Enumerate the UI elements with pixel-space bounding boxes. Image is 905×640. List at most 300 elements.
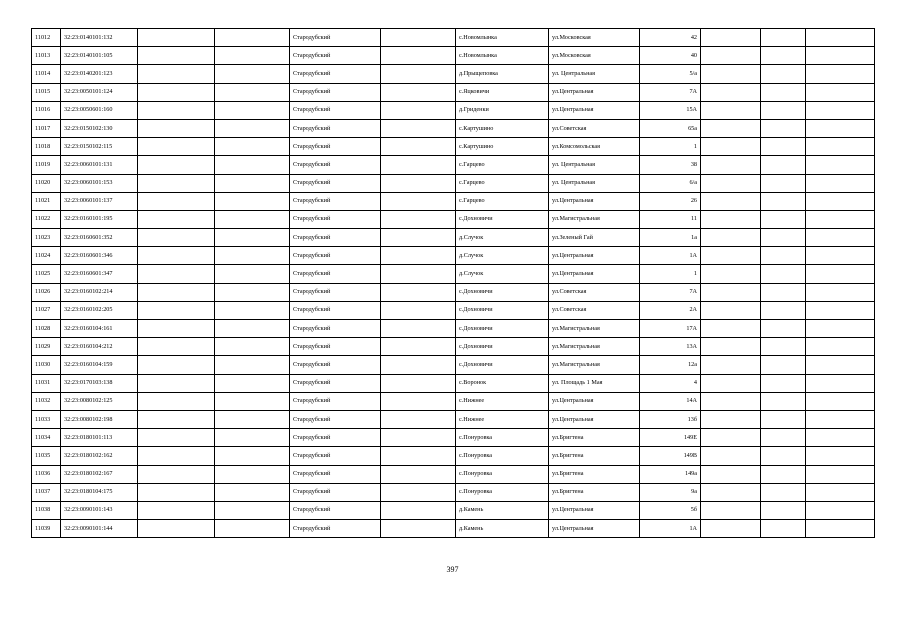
row-index-cell: 11016	[32, 101, 61, 119]
house-number-cell: 7А	[640, 283, 701, 301]
blank-col-c-cell	[381, 65, 456, 83]
blank-col-c-cell	[381, 483, 456, 501]
blank-col-f-cell	[806, 265, 875, 283]
district-cell: Стародубский	[290, 483, 381, 501]
table-row	[32, 119, 875, 137]
district-cell: Стародубский	[290, 247, 381, 265]
blank-col-e-cell	[761, 83, 806, 101]
blank-col-c-cell	[381, 338, 456, 356]
district-cell: Стародубский	[290, 429, 381, 447]
street-cell: ул. Центральная	[549, 174, 640, 192]
house-number-cell: 149Е	[640, 429, 701, 447]
blank-col-c-cell	[381, 283, 456, 301]
blank-col-d-cell	[701, 520, 761, 538]
street-cell: ул.Зеленый Гай	[549, 229, 640, 247]
row-index-cell: 11017	[32, 119, 61, 137]
cadastral-number-cell: 32:23:0160102:214	[61, 283, 138, 301]
cadastral-number-cell: 32:23:0080102:125	[61, 392, 138, 410]
blank-col-d-cell	[701, 247, 761, 265]
blank-col-f-cell	[806, 392, 875, 410]
blank-col-f-cell	[806, 301, 875, 319]
table-row	[32, 374, 875, 392]
blank-col-d-cell	[701, 429, 761, 447]
blank-col-f-cell	[806, 65, 875, 83]
settlement-cell: с.Картушино	[456, 119, 549, 137]
house-number-cell: 2А	[640, 301, 701, 319]
cadastral-number-cell: 32:23:0060101:131	[61, 156, 138, 174]
house-number-cell: 13б	[640, 410, 701, 428]
blank-col-d-cell	[701, 265, 761, 283]
settlement-cell: с.Гарцево	[456, 156, 549, 174]
blank-col-b-cell	[215, 374, 290, 392]
settlement-cell: с.Новомлынка	[456, 29, 549, 47]
blank-col-e-cell	[761, 192, 806, 210]
blank-col-b-cell	[215, 229, 290, 247]
blank-col-a-cell	[138, 156, 215, 174]
district-cell: Стародубский	[290, 356, 381, 374]
house-number-cell: 42	[640, 29, 701, 47]
house-number-cell: 7А	[640, 83, 701, 101]
blank-col-a-cell	[138, 283, 215, 301]
table-row	[32, 501, 875, 519]
table-row	[32, 410, 875, 428]
blank-col-e-cell	[761, 520, 806, 538]
house-number-cell: 26	[640, 192, 701, 210]
settlement-cell: д.Случок	[456, 229, 549, 247]
street-cell: ул.Советская	[549, 283, 640, 301]
blank-col-f-cell	[806, 29, 875, 47]
blank-col-e-cell	[761, 265, 806, 283]
row-index-cell: 11023	[32, 229, 61, 247]
row-index-cell: 11037	[32, 483, 61, 501]
blank-col-a-cell	[138, 483, 215, 501]
street-cell: ул.Бригтена	[549, 465, 640, 483]
house-number-cell: 6/а	[640, 174, 701, 192]
settlement-cell: с.Понуровка	[456, 483, 549, 501]
blank-col-e-cell	[761, 283, 806, 301]
blank-col-b-cell	[215, 265, 290, 283]
blank-col-c-cell	[381, 320, 456, 338]
blank-col-e-cell	[761, 410, 806, 428]
blank-col-b-cell	[215, 356, 290, 374]
house-number-cell: 13А	[640, 338, 701, 356]
blank-col-c-cell	[381, 138, 456, 156]
blank-col-a-cell	[138, 447, 215, 465]
blank-col-c-cell	[381, 83, 456, 101]
blank-col-a-cell	[138, 119, 215, 137]
row-index-cell: 11018	[32, 138, 61, 156]
row-index-cell: 11025	[32, 265, 61, 283]
blank-col-d-cell	[701, 101, 761, 119]
cadastral-number-cell: 32:23:0160601:352	[61, 229, 138, 247]
row-index-cell: 11027	[32, 301, 61, 319]
blank-col-c-cell	[381, 374, 456, 392]
blank-col-c-cell	[381, 392, 456, 410]
district-cell: Стародубский	[290, 174, 381, 192]
table-row	[32, 229, 875, 247]
street-cell: ул.Магистральная	[549, 320, 640, 338]
cadastral-number-cell: 32:23:0090101:143	[61, 501, 138, 519]
cadastral-number-cell: 32:23:0150102:115	[61, 138, 138, 156]
house-number-cell: 149В	[640, 447, 701, 465]
blank-col-c-cell	[381, 174, 456, 192]
blank-col-a-cell	[138, 192, 215, 210]
blank-col-d-cell	[701, 465, 761, 483]
district-cell: Стародубский	[290, 47, 381, 65]
house-number-cell: 1а	[640, 229, 701, 247]
blank-col-d-cell	[701, 501, 761, 519]
blank-col-d-cell	[701, 119, 761, 137]
blank-col-b-cell	[215, 483, 290, 501]
house-number-cell: 1	[640, 138, 701, 156]
blank-col-f-cell	[806, 101, 875, 119]
blank-col-e-cell	[761, 447, 806, 465]
blank-col-a-cell	[138, 338, 215, 356]
row-index-cell: 11033	[32, 410, 61, 428]
house-number-cell: 1А	[640, 520, 701, 538]
blank-col-b-cell	[215, 338, 290, 356]
blank-col-d-cell	[701, 29, 761, 47]
data-table	[31, 28, 875, 538]
row-index-cell: 11030	[32, 356, 61, 374]
cadastral-number-cell: 32:23:0180104:175	[61, 483, 138, 501]
street-cell: ул. Площадь 1 Мая	[549, 374, 640, 392]
settlement-cell: с.Дохновичи	[456, 301, 549, 319]
blank-col-c-cell	[381, 101, 456, 119]
blank-col-a-cell	[138, 174, 215, 192]
house-number-cell: 9а	[640, 483, 701, 501]
settlement-cell: с.Понуровка	[456, 465, 549, 483]
house-number-cell: 5б	[640, 501, 701, 519]
blank-col-c-cell	[381, 520, 456, 538]
blank-col-a-cell	[138, 410, 215, 428]
street-cell: ул.Центральная	[549, 392, 640, 410]
blank-col-f-cell	[806, 520, 875, 538]
cadastral-number-cell: 32:23:0160104:159	[61, 356, 138, 374]
blank-col-b-cell	[215, 210, 290, 228]
blank-col-e-cell	[761, 392, 806, 410]
blank-col-c-cell	[381, 501, 456, 519]
blank-col-d-cell	[701, 83, 761, 101]
blank-col-f-cell	[806, 83, 875, 101]
settlement-cell: с.Яцковичи	[456, 83, 549, 101]
cadastral-number-cell: 32:23:0090101:144	[61, 520, 138, 538]
district-cell: Стародубский	[290, 520, 381, 538]
blank-col-d-cell	[701, 65, 761, 83]
blank-col-a-cell	[138, 47, 215, 65]
blank-col-e-cell	[761, 119, 806, 137]
blank-col-f-cell	[806, 429, 875, 447]
blank-col-d-cell	[701, 392, 761, 410]
row-index-cell: 11031	[32, 374, 61, 392]
blank-col-b-cell	[215, 410, 290, 428]
blank-col-c-cell	[381, 210, 456, 228]
house-number-cell: 1А	[640, 247, 701, 265]
row-index-cell: 11029	[32, 338, 61, 356]
blank-col-d-cell	[701, 283, 761, 301]
district-cell: Стародубский	[290, 210, 381, 228]
cadastral-number-cell: 32:23:0060101:153	[61, 174, 138, 192]
blank-col-e-cell	[761, 156, 806, 174]
house-number-cell: 65а	[640, 119, 701, 137]
blank-col-c-cell	[381, 265, 456, 283]
blank-col-a-cell	[138, 501, 215, 519]
blank-col-b-cell	[215, 47, 290, 65]
district-cell: Стародубский	[290, 320, 381, 338]
blank-col-c-cell	[381, 247, 456, 265]
blank-col-b-cell	[215, 501, 290, 519]
blank-col-d-cell	[701, 156, 761, 174]
street-cell: ул.Центральная	[549, 520, 640, 538]
table-row	[32, 29, 875, 47]
blank-col-f-cell	[806, 247, 875, 265]
house-number-cell: 1	[640, 265, 701, 283]
table-row	[32, 265, 875, 283]
blank-col-a-cell	[138, 229, 215, 247]
blank-col-f-cell	[806, 283, 875, 301]
table-row	[32, 156, 875, 174]
district-cell: Стародубский	[290, 465, 381, 483]
blank-col-f-cell	[806, 192, 875, 210]
cadastral-number-cell: 32:23:0140101:132	[61, 29, 138, 47]
district-cell: Стародубский	[290, 229, 381, 247]
blank-col-a-cell	[138, 101, 215, 119]
blank-col-e-cell	[761, 374, 806, 392]
street-cell: ул.Комсомольская	[549, 138, 640, 156]
house-number-cell: 40	[640, 47, 701, 65]
settlement-cell: д.Случок	[456, 247, 549, 265]
settlement-cell: с.Воронок	[456, 374, 549, 392]
blank-col-a-cell	[138, 29, 215, 47]
blank-col-b-cell	[215, 174, 290, 192]
district-cell: Стародубский	[290, 101, 381, 119]
blank-col-c-cell	[381, 156, 456, 174]
house-number-cell: 38	[640, 156, 701, 174]
blank-col-c-cell	[381, 229, 456, 247]
blank-col-e-cell	[761, 247, 806, 265]
table-row	[32, 320, 875, 338]
blank-col-d-cell	[701, 320, 761, 338]
row-index-cell: 11035	[32, 447, 61, 465]
blank-col-e-cell	[761, 320, 806, 338]
district-cell: Стародубский	[290, 501, 381, 519]
blank-col-a-cell	[138, 356, 215, 374]
settlement-cell: д.Гриденки	[456, 101, 549, 119]
row-index-cell: 11026	[32, 283, 61, 301]
blank-col-b-cell	[215, 283, 290, 301]
street-cell: ул.Центральная	[549, 265, 640, 283]
blank-col-e-cell	[761, 356, 806, 374]
blank-col-c-cell	[381, 301, 456, 319]
blank-col-d-cell	[701, 338, 761, 356]
table-row	[32, 520, 875, 538]
cadastral-number-cell: 32:23:0050101:124	[61, 83, 138, 101]
row-index-cell: 11022	[32, 210, 61, 228]
street-cell: ул.Центральная	[549, 410, 640, 428]
district-cell: Стародубский	[290, 283, 381, 301]
blank-col-b-cell	[215, 247, 290, 265]
settlement-cell: с.Новомлынка	[456, 47, 549, 65]
blank-col-a-cell	[138, 429, 215, 447]
table-row	[32, 83, 875, 101]
blank-col-b-cell	[215, 83, 290, 101]
settlement-cell: с.Гарцево	[456, 192, 549, 210]
district-cell: Стародубский	[290, 138, 381, 156]
cadastral-number-cell: 32:23:0140101:105	[61, 47, 138, 65]
blank-col-d-cell	[701, 374, 761, 392]
blank-col-e-cell	[761, 429, 806, 447]
blank-col-e-cell	[761, 229, 806, 247]
house-number-cell: 149а	[640, 465, 701, 483]
blank-col-b-cell	[215, 156, 290, 174]
row-index-cell: 11024	[32, 247, 61, 265]
table-row	[32, 338, 875, 356]
blank-col-a-cell	[138, 265, 215, 283]
blank-col-d-cell	[701, 174, 761, 192]
blank-col-f-cell	[806, 483, 875, 501]
settlement-cell: с.Нижнее	[456, 392, 549, 410]
settlement-cell: д.Прыщеповка	[456, 65, 549, 83]
street-cell: ул.Магистральная	[549, 356, 640, 374]
settlement-cell: д.Камень	[456, 501, 549, 519]
house-number-cell: 4	[640, 374, 701, 392]
blank-col-f-cell	[806, 320, 875, 338]
settlement-cell: с.Нижнее	[456, 410, 549, 428]
table-row	[32, 210, 875, 228]
district-cell: Стародубский	[290, 65, 381, 83]
table-row	[32, 47, 875, 65]
blank-col-b-cell	[215, 465, 290, 483]
district-cell: Стародубский	[290, 265, 381, 283]
cadastral-number-cell: 32:23:0160102:205	[61, 301, 138, 319]
blank-col-f-cell	[806, 410, 875, 428]
table-body	[32, 29, 875, 538]
blank-col-b-cell	[215, 520, 290, 538]
street-cell: ул.Центральная	[549, 192, 640, 210]
blank-col-e-cell	[761, 483, 806, 501]
table-row	[32, 447, 875, 465]
cadastral-number-cell: 32:23:0140201:123	[61, 65, 138, 83]
street-cell: ул. Центральная	[549, 65, 640, 83]
street-cell: ул.Центральная	[549, 247, 640, 265]
blank-col-a-cell	[138, 465, 215, 483]
settlement-cell: с.Дохновичи	[456, 338, 549, 356]
blank-col-f-cell	[806, 374, 875, 392]
district-cell: Стародубский	[290, 392, 381, 410]
settlement-cell: с.Гарцево	[456, 174, 549, 192]
blank-col-e-cell	[761, 138, 806, 156]
blank-col-a-cell	[138, 301, 215, 319]
row-index-cell: 11036	[32, 465, 61, 483]
settlement-cell: с.Дохновичи	[456, 210, 549, 228]
cadastral-number-cell: 32:23:0080102:198	[61, 410, 138, 428]
blank-col-b-cell	[215, 320, 290, 338]
blank-col-a-cell	[138, 247, 215, 265]
blank-col-a-cell	[138, 374, 215, 392]
district-cell: Стародубский	[290, 119, 381, 137]
blank-col-f-cell	[806, 465, 875, 483]
blank-col-b-cell	[215, 301, 290, 319]
table-row	[32, 174, 875, 192]
house-number-cell: 15А	[640, 101, 701, 119]
blank-col-b-cell	[215, 138, 290, 156]
row-index-cell: 11014	[32, 65, 61, 83]
street-cell: ул.Бригтена	[549, 483, 640, 501]
row-index-cell: 11038	[32, 501, 61, 519]
blank-col-c-cell	[381, 465, 456, 483]
settlement-cell: с.Дохновичи	[456, 320, 549, 338]
blank-col-f-cell	[806, 338, 875, 356]
blank-col-e-cell	[761, 338, 806, 356]
blank-col-f-cell	[806, 119, 875, 137]
page-number: 397	[446, 565, 459, 574]
blank-col-b-cell	[215, 65, 290, 83]
blank-col-b-cell	[215, 447, 290, 465]
blank-col-e-cell	[761, 29, 806, 47]
table-row	[32, 247, 875, 265]
blank-col-b-cell	[215, 29, 290, 47]
blank-col-d-cell	[701, 356, 761, 374]
district-cell: Стародубский	[290, 301, 381, 319]
house-number-cell: 12а	[640, 356, 701, 374]
blank-col-f-cell	[806, 229, 875, 247]
house-number-cell: 14А	[640, 392, 701, 410]
cadastral-number-cell: 32:23:0160601:346	[61, 247, 138, 265]
table-row	[32, 101, 875, 119]
blank-col-e-cell	[761, 101, 806, 119]
blank-col-b-cell	[215, 392, 290, 410]
blank-col-a-cell	[138, 320, 215, 338]
blank-col-c-cell	[381, 192, 456, 210]
cadastral-number-cell: 32:23:0160104:161	[61, 320, 138, 338]
district-cell: Стародубский	[290, 83, 381, 101]
row-index-cell: 11039	[32, 520, 61, 538]
blank-col-b-cell	[215, 119, 290, 137]
blank-col-c-cell	[381, 119, 456, 137]
blank-col-a-cell	[138, 138, 215, 156]
blank-col-d-cell	[701, 210, 761, 228]
street-cell: ул.Московская	[549, 29, 640, 47]
street-cell: ул.Советская	[549, 301, 640, 319]
street-cell: ул.Советская	[549, 119, 640, 137]
table-row	[32, 465, 875, 483]
blank-col-e-cell	[761, 501, 806, 519]
blank-col-a-cell	[138, 392, 215, 410]
blank-col-d-cell	[701, 447, 761, 465]
blank-col-d-cell	[701, 301, 761, 319]
street-cell: ул. Центральная	[549, 156, 640, 174]
settlement-cell: с.Понуровка	[456, 429, 549, 447]
blank-col-f-cell	[806, 356, 875, 374]
row-index-cell: 11015	[32, 83, 61, 101]
cadastral-number-cell: 32:23:0150102:130	[61, 119, 138, 137]
blank-col-a-cell	[138, 65, 215, 83]
street-cell: ул.Магистральная	[549, 210, 640, 228]
district-cell: Стародубский	[290, 192, 381, 210]
district-cell: Стародубский	[290, 338, 381, 356]
blank-col-f-cell	[806, 138, 875, 156]
row-index-cell: 11013	[32, 47, 61, 65]
cadastral-number-cell: 32:23:0180101:113	[61, 429, 138, 447]
street-cell: ул.Бригтена	[549, 447, 640, 465]
blank-col-f-cell	[806, 447, 875, 465]
settlement-cell: с.Понуровка	[456, 447, 549, 465]
district-cell: Стародубский	[290, 447, 381, 465]
blank-col-b-cell	[215, 429, 290, 447]
cadastral-number-cell: 32:23:0160601:347	[61, 265, 138, 283]
street-cell: ул.Центральная	[549, 83, 640, 101]
row-index-cell: 11028	[32, 320, 61, 338]
